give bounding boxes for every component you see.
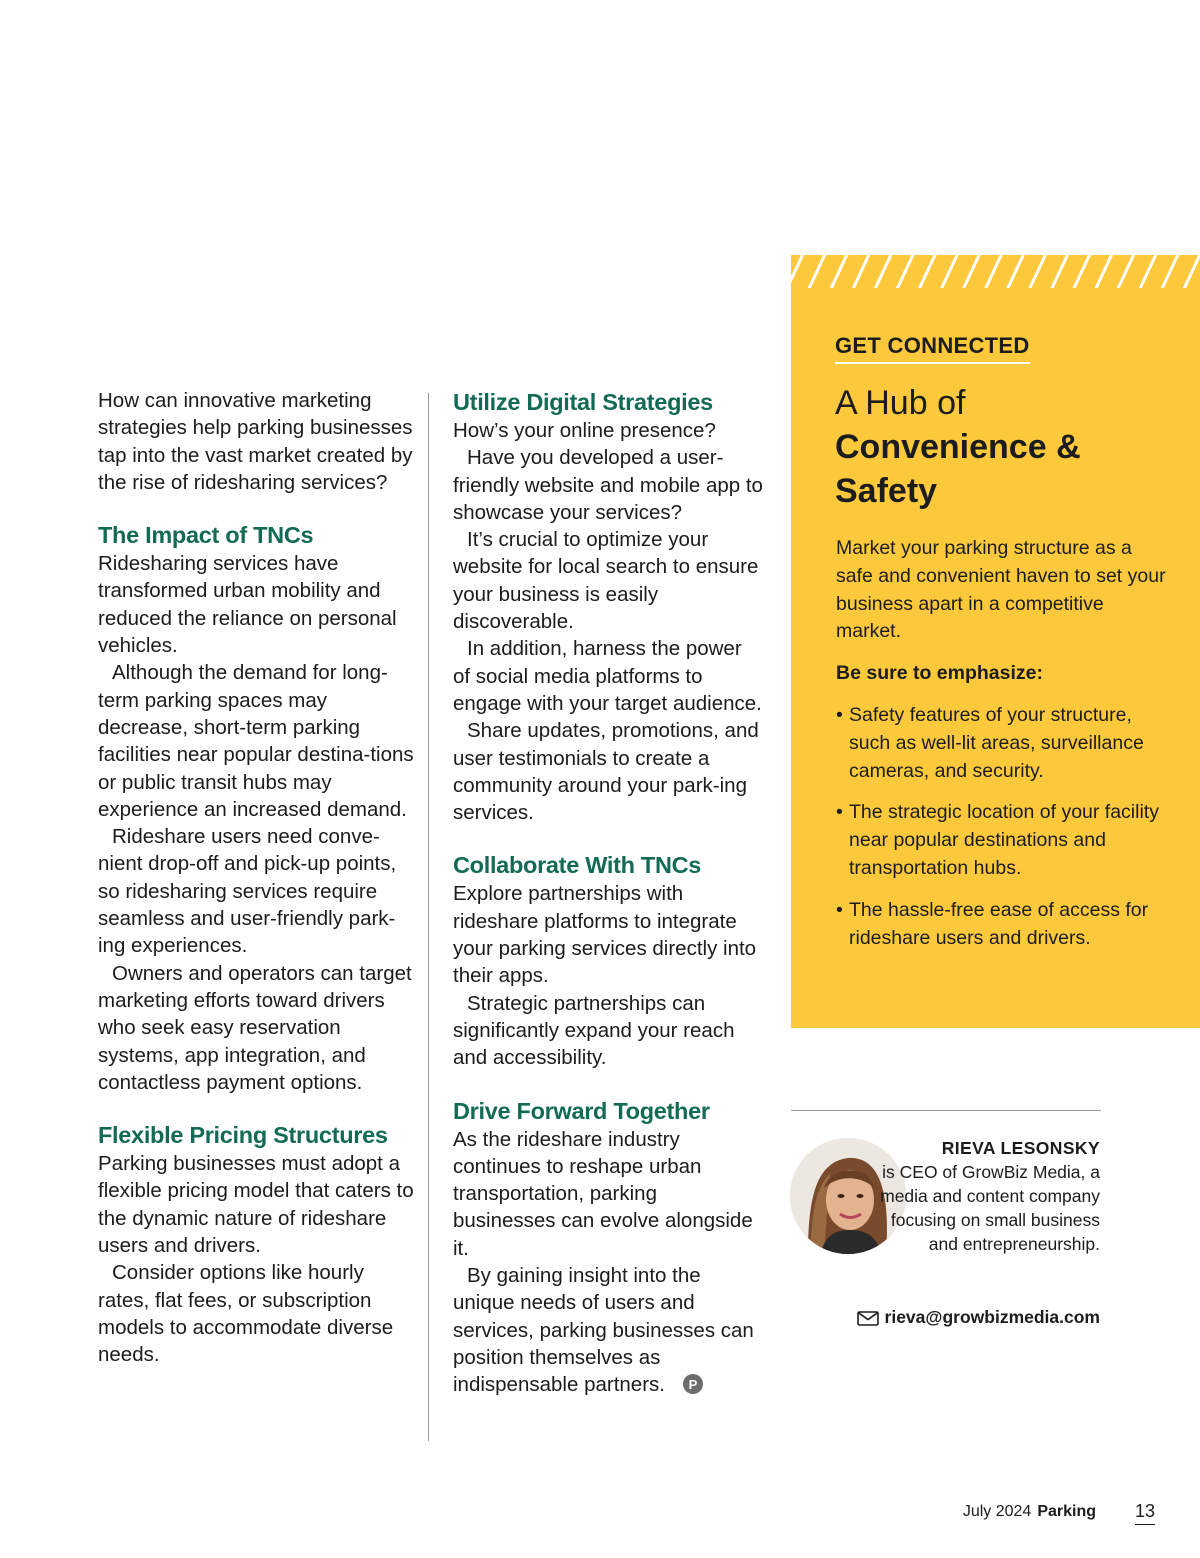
paragraph: How’s your online presence? xyxy=(453,419,716,442)
list-item: • The strategic location of your facility near popular destinations and transportation hubs. xyxy=(836,801,1159,879)
list-item: • The hassle-free ease of access for rideshare users and drivers. xyxy=(836,898,1149,949)
author-bio: is CEO of GrowBiz Media, a media and content company focusing on small business and entrepreneurship. xyxy=(880,1162,1100,1254)
sidebar-bullet-list xyxy=(836,702,1166,952)
hazard-stripes xyxy=(791,255,1200,288)
author-divider xyxy=(791,1110,1101,1111)
paragraph: Parking businesses must adopt a flexible pricing model that caters to the dynamic nature of rideshare users and drivers. xyxy=(98,1152,414,1258)
heading-impact-of-tncs: The Impact of TNCs xyxy=(98,522,314,549)
intro-paragraph: How can innovative marketing strategies help parking businesses tap into the vast market created by the rise of ridesharing services? xyxy=(98,389,413,494)
paragraph: Have you developed a user-friendly website and mobile app to showcase your services? xyxy=(453,446,763,524)
sidebar-title-bold: Convenience & Safety xyxy=(835,428,1081,510)
parking-logo-icon xyxy=(669,1374,703,1401)
heading-digital-strategies: Utilize Digital Strategies xyxy=(453,389,713,415)
paragraph xyxy=(453,1262,763,1401)
author-bio-block xyxy=(860,1136,1100,1256)
paragraph: Strategic partnerships can significantly expand your reach and accessibility. xyxy=(453,991,735,1070)
paragraph: It’s crucial to optimize your website for local search to ensure your business is easily discoverable. xyxy=(453,528,759,634)
footer-magazine: Parking xyxy=(1037,1503,1096,1520)
footer-date: July 2024 xyxy=(962,1503,1032,1520)
author-email-link[interactable]: rieva@growbizmedia.com xyxy=(884,1307,1100,1327)
heading-drive-forward: Drive Forward Together xyxy=(453,1097,710,1124)
sidebar-body xyxy=(836,535,1166,966)
paragraph: Rideshare users need conve-nient drop-off and pick-up points, so ridesharing services require seamless and user-friendly park-ing experiences. xyxy=(98,825,397,958)
author-email-line xyxy=(830,1307,1100,1328)
heading-collaborate-with-tncs: Collaborate With TNCs xyxy=(453,852,702,879)
paragraph: Share updates, promotions, and user testimonials to create a community around your park-ing services. xyxy=(453,719,759,825)
author-name: RIEVA LESONSKY xyxy=(941,1138,1100,1158)
list-item-text: Safety features of your structure, such as well-lit areas, surveillance cameras, and security. xyxy=(849,703,1144,782)
column-divider xyxy=(428,393,429,1441)
sidebar-title-light: A Hub of xyxy=(835,384,966,422)
paragraph: Consider options like hourly rates, flat fees, or subscription models to accommodate diverse needs. xyxy=(98,1261,394,1367)
page-footer xyxy=(963,1503,1096,1521)
sidebar-emphasis: Be sure to emphasize: xyxy=(836,662,1043,685)
mail-icon xyxy=(857,1307,885,1327)
get-connected-sidebar xyxy=(791,255,1200,1028)
paragraph: Explore partnerships with rideshare platforms to integrate your parking services directly into their apps. xyxy=(453,882,757,988)
paragraph-text: By gaining insight into the unique needs of users and services, parking businesses can position themselves as indispensable partners. xyxy=(453,1264,754,1397)
sidebar-title xyxy=(835,381,1175,513)
heading-flexible-pricing: Flexible Pricing Structures xyxy=(98,1122,388,1149)
list-item: • Safety features of your structure, such as well-lit areas, surveillance cameras, and security. xyxy=(836,703,1144,782)
article-column-1 xyxy=(98,387,416,1369)
paragraph: Although the demand for long-term parking spaces may decrease, short-term parking facilities near popular destina-tions or public transit hubs may experience an increased demand. xyxy=(98,661,414,821)
sidebar-paragraph: Market your parking structure as a safe and convenient haven to set your business apart in a competitive market. xyxy=(836,537,1166,643)
svg-text:P: P xyxy=(688,1377,698,1393)
list-item-text: The hassle-free ease of access for rideshare users and drivers. xyxy=(849,898,1149,949)
paragraph: In addition, harness the power of social media platforms to engage with your target audience. xyxy=(453,637,762,715)
paragraph: Ridesharing services have transformed urban mobility and reduced the reliance on personal vehicles. xyxy=(98,552,397,658)
sidebar-kicker: GET CONNECTED xyxy=(835,333,1030,364)
paragraph: Owners and operators can target marketing efforts toward drivers who seek easy reservation systems, app integration, and contactless payment options. xyxy=(98,961,412,1094)
article-column-2 xyxy=(453,387,763,1402)
list-item-text: The strategic location of your facility near popular destinations and transportation hubs. xyxy=(849,801,1159,879)
page-number: 13 xyxy=(1135,1501,1155,1525)
paragraph: As the rideshare industry continues to reshape urban transportation, parking businesses can evolve alongside it. xyxy=(453,1127,753,1260)
